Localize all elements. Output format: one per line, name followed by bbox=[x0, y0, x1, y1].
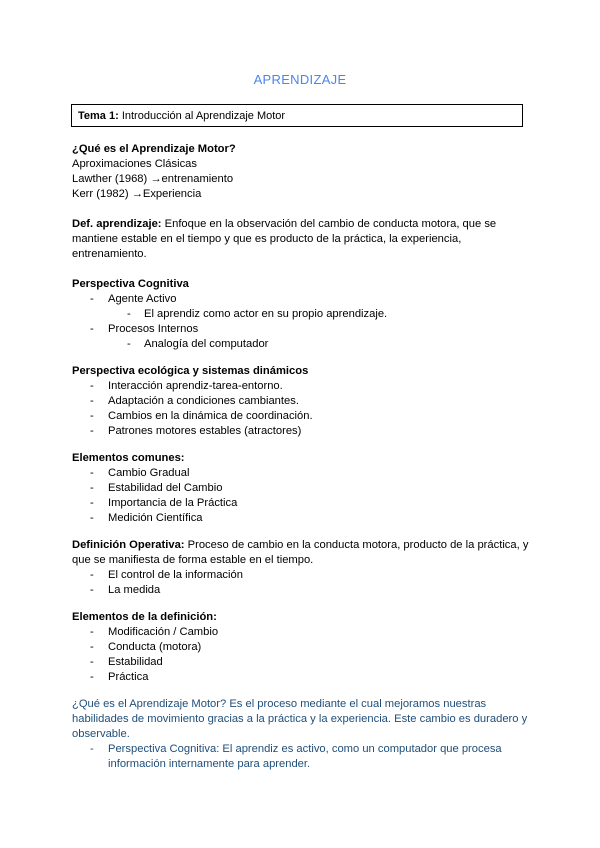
list-item: - La medida bbox=[90, 584, 161, 596]
list-item: - Estabilidad del Cambio bbox=[90, 482, 223, 494]
list-item: - Práctica bbox=[90, 671, 149, 683]
bullet-dash: - bbox=[127, 308, 131, 320]
topic-label: Tema 1: bbox=[78, 110, 119, 122]
page-title: APRENDIZAJE bbox=[253, 72, 347, 87]
list-item: - Procesos Internos bbox=[90, 323, 199, 335]
bullet-dash: - bbox=[90, 410, 94, 422]
bullet-dash: - bbox=[90, 482, 94, 494]
operative-definition-paragraph bbox=[72, 538, 532, 568]
operative-definition-text: Proceso de cambio en la conducta motora, producto de la práctica, y que se manifiesta de forma estable en el tiempo. bbox=[72, 539, 529, 566]
bullet-dash: - bbox=[90, 656, 94, 668]
text-line: Kerr (1982) →Experiencia bbox=[72, 188, 202, 200]
text-line: Aproximaciones Clásicas bbox=[72, 158, 197, 170]
bullet-dash: - bbox=[90, 641, 94, 653]
list-item: - Medición Científica bbox=[90, 512, 203, 524]
bullet-dash: - bbox=[90, 323, 94, 335]
bullet-dash: - bbox=[90, 584, 94, 596]
list-item: - Adaptación a condiciones cambiantes. bbox=[90, 395, 299, 407]
list-subitem: - Analogía del computador bbox=[127, 338, 269, 350]
section-heading-motor-learning: ¿Qué es el Aprendizaje Motor? bbox=[72, 143, 236, 155]
bullet-dash: - bbox=[90, 293, 94, 305]
list-item: - Cambio Gradual bbox=[90, 467, 190, 479]
definition-label: Def. aprendizaje: bbox=[72, 218, 162, 230]
list-item: - Conducta (motora) bbox=[90, 641, 202, 653]
document-body bbox=[72, 142, 532, 772]
bullet-dash: - bbox=[127, 338, 131, 350]
bullet-dash: - bbox=[90, 380, 94, 392]
list-item: - Agente Activo bbox=[90, 293, 177, 305]
section-heading-common-elements: Elementos comunes: bbox=[72, 452, 185, 464]
section-heading-ecological: Perspectiva ecológica y sistemas dinámicos bbox=[72, 365, 309, 377]
list-item: - Estabilidad bbox=[90, 656, 163, 668]
list-subitem: - El aprendiz como actor en su propio aprendizaje. bbox=[127, 308, 388, 320]
topic-text: Introducción al Aprendizaje Motor bbox=[118, 110, 286, 122]
section-heading-definition-elements: Elementos de la definición: bbox=[72, 611, 217, 623]
list-item: - Modificación / Cambio bbox=[90, 626, 219, 638]
bullet-dash: - bbox=[90, 512, 94, 524]
list-item: - Importancia de la Práctica bbox=[90, 497, 238, 509]
bullet-dash: - bbox=[90, 425, 94, 437]
note-block bbox=[72, 697, 532, 772]
bullet-dash: - bbox=[90, 395, 94, 407]
bullet-dash: - bbox=[90, 671, 94, 683]
section-heading-cognitive: Perspectiva Cognitiva bbox=[72, 278, 189, 290]
note-list-item: - Perspectiva Cognitiva: El aprendiz es activo, como un computador que procesa información internamente para aprender. bbox=[90, 743, 502, 770]
definition-text: Enfoque en la observación del cambio de conducta motora, que se mantiene estable en el tiempo y que es producto de la práctica, la experiencia, entrenamiento. bbox=[72, 218, 497, 260]
bullet-dash: - bbox=[90, 497, 94, 509]
list-item: - El control de la información bbox=[90, 569, 243, 581]
note-paragraph: ¿Qué es el Aprendizaje Motor? Es el proceso mediante el cual mejoramos nuestras habilidades de movimiento gracias a la práctica y la experiencia. Este cambio es duradero y observable. bbox=[72, 698, 528, 740]
definition-paragraph bbox=[72, 217, 532, 262]
bullet-dash: - bbox=[90, 743, 94, 755]
list-item: - Patrones motores estables (atractores) bbox=[90, 425, 302, 437]
text-line: Lawther (1968) →entrenamiento bbox=[72, 173, 234, 185]
topic-box bbox=[71, 104, 523, 127]
bullet-dash: - bbox=[90, 569, 94, 581]
list-item: - Cambios en la dinámica de coordinación. bbox=[90, 410, 313, 422]
bullet-dash: - bbox=[90, 626, 94, 638]
bullet-dash: - bbox=[90, 467, 94, 479]
list-item: - Interacción aprendiz-tarea-entorno. bbox=[90, 380, 283, 392]
operative-definition-label: Definición Operativa: bbox=[72, 539, 185, 551]
